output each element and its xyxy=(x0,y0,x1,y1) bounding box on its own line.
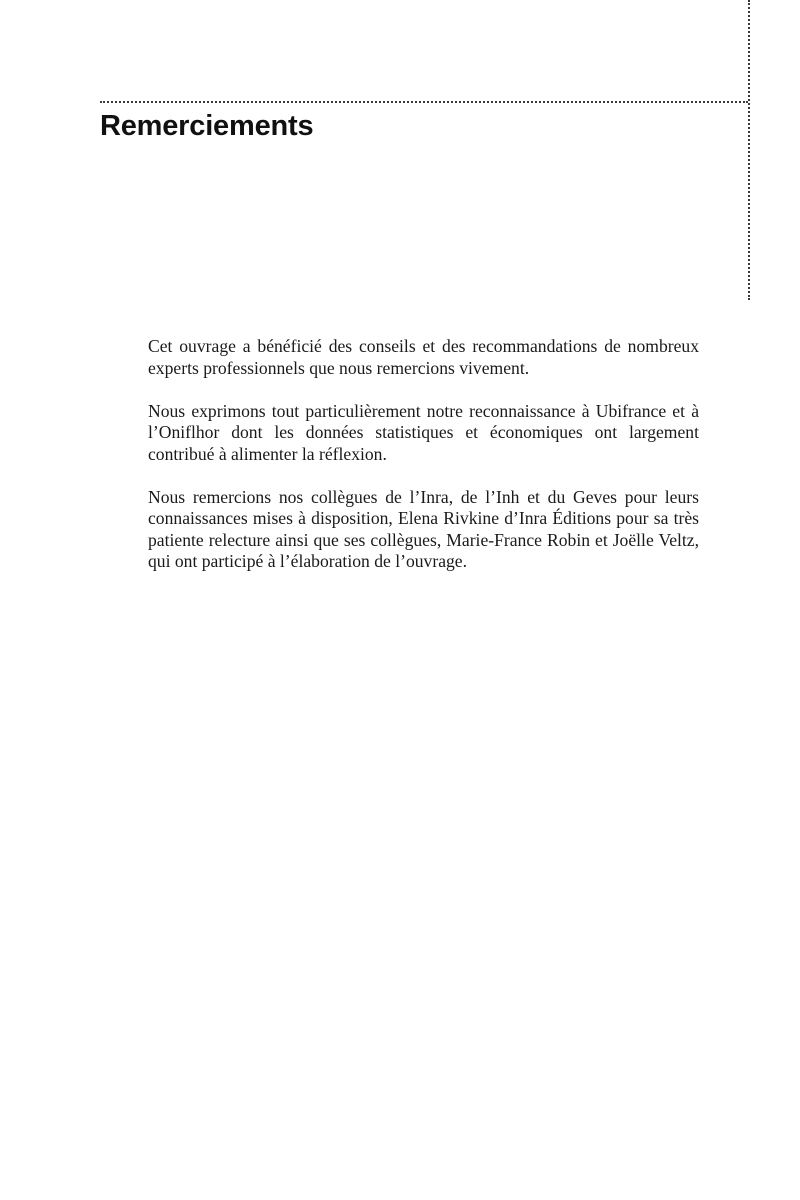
paragraph-1: Cet ouvrage a bénéficié des conseils et des recommandations de nombreux experts professionnels que nous remercions vivement. xyxy=(148,336,699,378)
paragraph-2: Nous exprimons tout particulièrement notre reconnaissance à Ubifrance et à l’Oniflhor dont les données statistiques et économiques ont largement contribué à alimenter la réflexion. xyxy=(148,400,699,464)
paragraph-3: Nous remercions nos collègues de l’Inra, de l’Inh et du Geves pour leurs connaissances mises à disposition, Elena Rivkine d’Inra Éditions pour sa très patiente relecture ainsi que ses collègues, Marie-France Robin et Joëlle Veltz, qui ont participé à l’élaboration de l’ouvrage. xyxy=(148,486,699,571)
dotted-frame-vertical xyxy=(748,0,750,300)
chapter-title: Remerciements xyxy=(100,110,314,142)
body-text xyxy=(148,336,699,594)
dotted-frame-horizontal xyxy=(100,101,748,103)
